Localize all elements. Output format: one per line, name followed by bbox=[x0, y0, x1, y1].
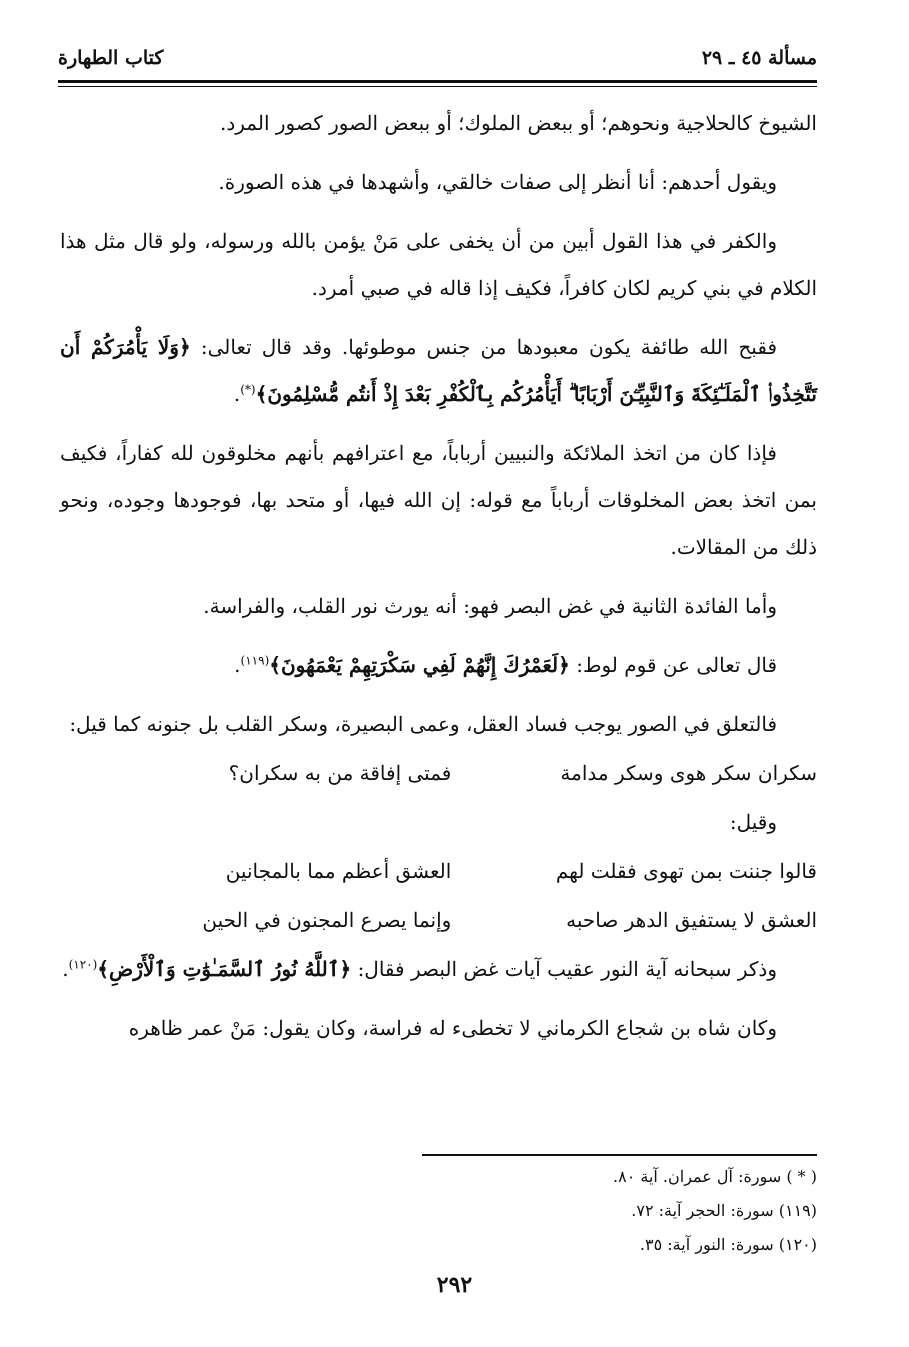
paragraph-6: وأما الفائدة الثانية في غض البصر فهو: أنه يورث نور القلب، والفراسة. bbox=[203, 594, 777, 618]
quran-verse-hijr: ﴿لَعَمْرُكَ إِنَّهُمْ لَفِي سَكْرَتِهِمْ يَعْمَهُونَ﴾ bbox=[269, 653, 570, 677]
poem-hemistich-second: وإنما يصرع المجنون في الحين bbox=[202, 908, 452, 932]
footnote-119: (١١٩) سورة: الحجر آية: ٧٢. bbox=[631, 1201, 817, 1220]
page-number: ٢٩٢ bbox=[436, 1272, 473, 1298]
paragraph-10: وكان شاه بن شجاع الكرماني لا تخطىء له فراسة، وكان يقول: مَنْ عمر ظاهره bbox=[128, 1016, 777, 1040]
paragraph-4-end: . bbox=[233, 382, 241, 406]
footnote-ref-star[interactable]: (*) bbox=[240, 382, 256, 397]
poem-hemistich-first: العشق لا يستفيق الدهر صاحبه bbox=[566, 908, 817, 932]
header-rule-thin bbox=[58, 86, 817, 87]
said-label: وقيل: bbox=[729, 810, 777, 834]
quran-verse-imran: ﴿وَلَا يَأْمُرَكُمْ أَن تَتَّخِذُوا۟ ٱلْمَلَـٰٓئِكَةَ وَٱلنَّبِيِّـۧنَ أَرْبَابًا ۗ أَيَأْمُرُكُم بِٱلْكُفْرِ بَعْدَ إِذْ أَنتُم مُّسْلِمُونَ﴾ bbox=[60, 335, 817, 406]
section-heading: مسألة ٤٥ ـ ٢٩ bbox=[701, 47, 817, 69]
poem-line-2 bbox=[60, 848, 817, 895]
footnotes bbox=[60, 1160, 817, 1262]
paragraph-7 bbox=[60, 642, 817, 689]
poem-line-1 bbox=[60, 750, 817, 797]
footnote-120: (١٢٠) سورة: النور آية: ٣٥. bbox=[639, 1235, 817, 1254]
book-title: كتاب الطهارة bbox=[58, 47, 164, 69]
quran-verse-nur: ﴿ٱللَّهُ نُورُ ٱلسَّمَـٰوَٰتِ وَٱلْأَرْضِ﴾ bbox=[97, 957, 352, 981]
footnote-star: ( * ) سورة: آل عمران. آية ٨٠. bbox=[613, 1167, 817, 1186]
paragraph-2: ويقول أحدهم: أنا أنظر إلى صفات خالقي، وأشهدها في هذه الصورة. bbox=[218, 170, 777, 194]
paragraph-7-end: . bbox=[234, 653, 241, 677]
footnote-ref-120[interactable]: (١٢٠) bbox=[68, 957, 98, 972]
footnote-separator bbox=[422, 1154, 817, 1156]
paragraph-1: الشيوخ كالحلاجية ونحوهم؛ أو ببعض الملوك؛ أو ببعض الصور كصور المرد. bbox=[220, 111, 817, 135]
paragraph-4 bbox=[60, 324, 817, 418]
poem-hemistich-first: قالوا جننت بمن تهوى فقلت لهم bbox=[555, 859, 817, 883]
paragraph-4-intro: فقبح الله طائفة يكون معبودها من جنس موطوئها. وقد قال تعالى: bbox=[200, 335, 778, 359]
poem-hemistich-first: سكران سكر هوى وسكر مدامة bbox=[560, 761, 817, 785]
paragraph-5: فإذا كان من اتخذ الملائكة والنبيين أرباباً، مع اعترافهم بأنهم مخلوقون لله كفاراً، فكيف بمن اتخذ بعض المخلوقات أرباباً مع قوله: إن الله فيها، أو متحد بها، فوجودها وجوده، ونحو ذلك من المقالات. bbox=[60, 441, 817, 559]
paragraph-9-end: . bbox=[62, 957, 69, 981]
footnote-ref-119[interactable]: (١١٩) bbox=[240, 653, 270, 668]
running-header bbox=[58, 38, 817, 78]
header-rule-thick bbox=[58, 80, 817, 83]
paragraph-8: فالتعلق في الصور يوجب فساد العقل، وعمى البصيرة، وسكر القلب بل جنونه كما قيل: bbox=[69, 712, 777, 736]
poem-hemistich-second: فمتى إفاقة من به سكران؟ bbox=[228, 761, 452, 785]
paragraph-9-intro: وذكر سبحانه آية النور عقيب آيات غض البصر فقال: bbox=[357, 957, 777, 981]
paragraph-3: والكفر في هذا القول أبين من أن يخفى على مَنْ يؤمن بالله ورسوله، ولو قال مثل هذا الكلام في بني كريم لكان كافراً، فكيف إذا قاله في صبي أمرد. bbox=[60, 229, 817, 300]
poem-hemistich-second: العشق أعظم مما بالمجانين bbox=[225, 859, 452, 883]
paragraph-9 bbox=[60, 946, 817, 993]
poem-line-3 bbox=[60, 897, 817, 944]
paragraph-7-intro: قال تعالى عن قوم لوط: bbox=[576, 653, 777, 677]
main-text bbox=[60, 100, 817, 1064]
